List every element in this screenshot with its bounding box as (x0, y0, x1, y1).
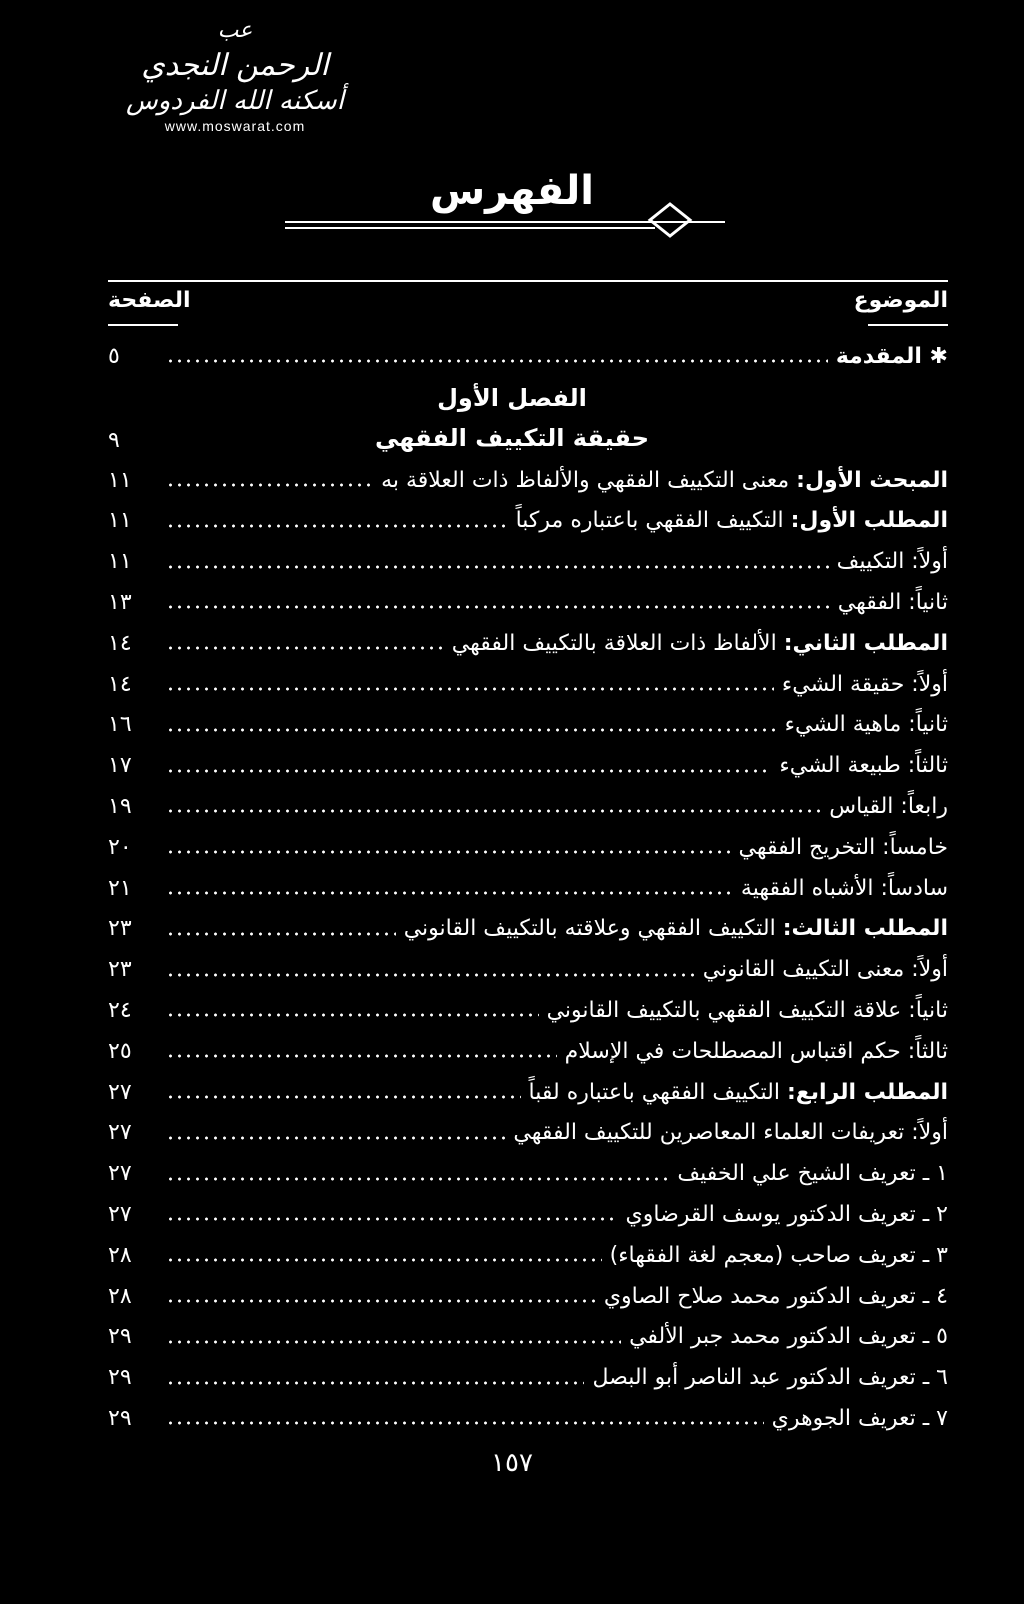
toc-entry[interactable] (108, 746, 948, 786)
toc-entry-title (772, 1406, 948, 1431)
toc-entry-heading: المطلب الثاني: (783, 630, 948, 656)
toc-page-number: ٥ (108, 343, 120, 369)
dot-leader (166, 1258, 602, 1262)
toc-entry-intro[interactable] (108, 336, 948, 376)
toc-entry-text: ٥ ـ تعريف الدكتور محمد جبر الألفي (629, 1324, 948, 1350)
toc-entry[interactable] (108, 1031, 948, 1071)
toc-page-number: ١٤ (108, 671, 132, 697)
toc-entry-title (785, 712, 948, 737)
toc-page-number: ٢٧ (108, 1161, 132, 1187)
toc-entry-text: التكييف الفقهي باعتباره مركباً (515, 508, 791, 534)
toc-entry-title (626, 1202, 948, 1227)
toc-entry-text: ثانياً: ماهية الشيء (784, 712, 948, 738)
toc-entry-title (529, 1080, 948, 1105)
toc-entry-title (629, 1324, 948, 1349)
toc-entry-title (610, 1243, 948, 1268)
toc-page-number: ٢٠ (108, 834, 132, 860)
toc-entry[interactable] (108, 542, 948, 582)
toc-entry-text: معنى التكييف الفقهي والألفاظ ذات العلاقة به (381, 467, 797, 493)
chapter-subtitle: حقيقة التكييف الفقهي (375, 424, 649, 452)
logo-line-3: أسكنه الله الفردوس (126, 86, 344, 116)
toc-entry-text: الألفاظ ذات العلاقة بالتكييف الفقهي (451, 630, 784, 656)
toc-entry-text: ٢ ـ تعريف الدكتور يوسف القرضاوي (625, 1201, 948, 1227)
toc-entry[interactable] (108, 1072, 948, 1112)
chapter-page-number: ٩ (108, 428, 120, 453)
toc-entry-text: ١ ـ تعريف الشيخ علي الخفيف (677, 1161, 948, 1187)
toc-entry-heading: المطلب الأول: (790, 508, 948, 534)
page-title: الفهرس (429, 168, 594, 214)
toc-page-number: ١٩ (108, 793, 132, 819)
toc-entry[interactable] (108, 1194, 948, 1234)
folio-number: ١٥٧ (491, 1448, 533, 1478)
dot-leader (166, 973, 695, 977)
toc-entry-title (741, 876, 948, 901)
toc-entry[interactable] (108, 868, 948, 908)
toc-page-number: ٢٩ (108, 1405, 132, 1431)
toc-entry-text: أولاً: معنى التكييف القانوني (702, 957, 948, 983)
dot-leader (166, 850, 731, 854)
toc-page-number: ١٣ (108, 589, 132, 615)
toc-entry-title (677, 1161, 948, 1186)
dot-leader (166, 605, 830, 609)
toc-entry-text: خامساً: التخريج الفقهي (738, 834, 948, 860)
toc-page-number: ١٤ (108, 630, 132, 656)
toc-entry[interactable] (108, 1113, 948, 1153)
dot-leader (166, 483, 373, 487)
dot-leader (166, 809, 821, 813)
dot-leader (166, 1299, 596, 1303)
logo-line-1: عب (217, 18, 253, 43)
toc-page-number: ٢٨ (108, 1242, 132, 1268)
toc-entry-text: ثالثاً: حكم اقتباس المصطلحات في الإسلام (564, 1038, 948, 1064)
logo-url[interactable]: www.moswarat.com (164, 118, 306, 134)
toc-page-number: ٢٤ (108, 997, 132, 1023)
logo-line-2: الرحمن النجدي (141, 48, 329, 83)
toc-entry-title (837, 549, 948, 574)
page-column-header: الصفحة (108, 288, 191, 313)
toc-entry[interactable] (108, 1398, 948, 1438)
toc-entry-text: أولاً: تعريفات العلماء المعاصرين للتكييف الفقهي (513, 1120, 948, 1146)
dot-leader (166, 1340, 621, 1344)
dot-leader (166, 891, 733, 895)
toc-entry[interactable] (108, 1358, 948, 1398)
toc-entry[interactable] (108, 827, 948, 867)
dot-leader (166, 646, 444, 650)
toc-page-number: ٢٧ (108, 1201, 132, 1227)
dot-leader (166, 932, 396, 936)
toc-page-number: ٢٩ (108, 1324, 132, 1350)
toc-page-number: ٢١ (108, 875, 132, 901)
toc-entry-title (452, 631, 948, 656)
dot-leader (166, 687, 774, 691)
toc-page-number: ١٦ (108, 712, 132, 738)
toc-entry[interactable] (108, 460, 948, 500)
toc-entry-heading: المطلب الرابع: (786, 1079, 948, 1105)
topic-column-underline (868, 324, 948, 326)
toc-entry[interactable] (108, 501, 948, 541)
toc-entry-text: ٦ ـ تعريف الدكتور عبد الناصر أبو البصل (592, 1365, 948, 1391)
toc-page-number: ٢٧ (108, 1079, 132, 1105)
toc-entry-text: التكييف الفقهي وعلاقته بالتكييف القانوني (403, 916, 783, 942)
page-column-underline (108, 324, 178, 326)
toc-entry[interactable] (108, 664, 948, 704)
toc-entry[interactable] (108, 705, 948, 745)
toc-entry-title (703, 957, 948, 982)
toc-entry-label: ✱ المقدمة (835, 343, 948, 369)
toc-entry-heading: المبحث الأول: (796, 467, 948, 493)
toc-page-number: ١١ (108, 467, 132, 493)
toc-page-number: ٢٥ (108, 1038, 132, 1064)
toc-entry-title (829, 794, 948, 819)
topic-column-header: الموضوع (853, 288, 948, 313)
toc-entry-title (547, 998, 948, 1023)
toc-entry-text: أولاً: التكييف (836, 549, 948, 575)
toc-entry-text: ٧ ـ تعريف الجوهري (771, 1405, 948, 1431)
toc-page-number: ٢٩ (108, 1365, 132, 1391)
toc-entry-text: ثالثاً: طبيعة الشيء (779, 753, 948, 779)
toc-entry-text: رابعاً: القياس (829, 793, 948, 819)
toc-page-number: ٢٨ (108, 1283, 132, 1309)
title-ornament (285, 200, 725, 240)
header-rule (108, 280, 948, 282)
toc-page-number: ٢٧ (108, 1120, 132, 1146)
toc-entry-text: ٤ ـ تعريف الدكتور محمد صلاح الصاوي (603, 1283, 948, 1309)
toc-entry-title (739, 835, 948, 860)
dot-leader (166, 359, 828, 363)
toc-entry[interactable] (108, 1317, 948, 1357)
toc-entry-text: سادساً: الأشباه الفقهية (740, 875, 948, 901)
dot-leader (166, 1381, 584, 1385)
toc-entry-title (513, 1120, 948, 1145)
toc-entry-title (404, 916, 948, 941)
toc-entry-title (516, 508, 948, 533)
toc-page-number: ١٧ (108, 753, 132, 779)
toc-entry[interactable] (108, 623, 948, 663)
toc-entry-text: ثانياً: علاقة التكييف الفقهي بالتكييف القانوني (546, 997, 948, 1023)
publisher-logo (110, 10, 360, 140)
toc-entry-heading: المطلب الثالث: (782, 916, 948, 942)
dot-leader (166, 1095, 521, 1099)
toc-page-number: ١١ (108, 508, 132, 534)
toc-page-number: ١١ (108, 549, 132, 575)
toc-entry[interactable] (108, 909, 948, 949)
toc-entry-title (381, 468, 948, 493)
toc-entry[interactable] (108, 950, 948, 990)
dot-leader (166, 565, 829, 569)
toc-entry[interactable] (108, 582, 948, 622)
toc-entry-title (779, 753, 948, 778)
dot-leader (166, 728, 777, 732)
toc-entry-title (604, 1284, 948, 1309)
toc-entry[interactable] (108, 1154, 948, 1194)
toc-entry[interactable] (108, 990, 948, 1030)
toc-entry-title (565, 1039, 948, 1064)
dot-leader (166, 1217, 618, 1221)
toc-entry-text: ثانياً: الفقهي (837, 589, 948, 615)
chapter-heading: الفصل الأول (437, 384, 587, 412)
dot-leader (166, 1054, 557, 1058)
dot-leader (166, 1013, 539, 1017)
toc-page-number: ٢٣ (108, 957, 132, 983)
dot-leader (166, 1136, 505, 1140)
toc-entry-text: أولاً: حقيقة الشيء (781, 671, 948, 697)
dot-leader (166, 524, 508, 528)
dot-leader (166, 769, 771, 773)
toc-entry-title (838, 590, 948, 615)
toc-entry[interactable] (108, 1276, 948, 1316)
toc-entry[interactable] (108, 1235, 948, 1275)
toc-entry-title (782, 672, 948, 697)
toc-entry-text: ٣ ـ تعريف صاحب (معجم لغة الفقهاء) (609, 1242, 948, 1268)
toc-entry[interactable] (108, 786, 948, 826)
toc-page-number: ٢٣ (108, 916, 132, 942)
dot-leader (166, 1177, 669, 1181)
dot-leader (166, 1421, 764, 1425)
toc-entry-text: التكييف الفقهي باعتباره لقباً (528, 1079, 787, 1105)
toc-entry-title (592, 1365, 948, 1390)
